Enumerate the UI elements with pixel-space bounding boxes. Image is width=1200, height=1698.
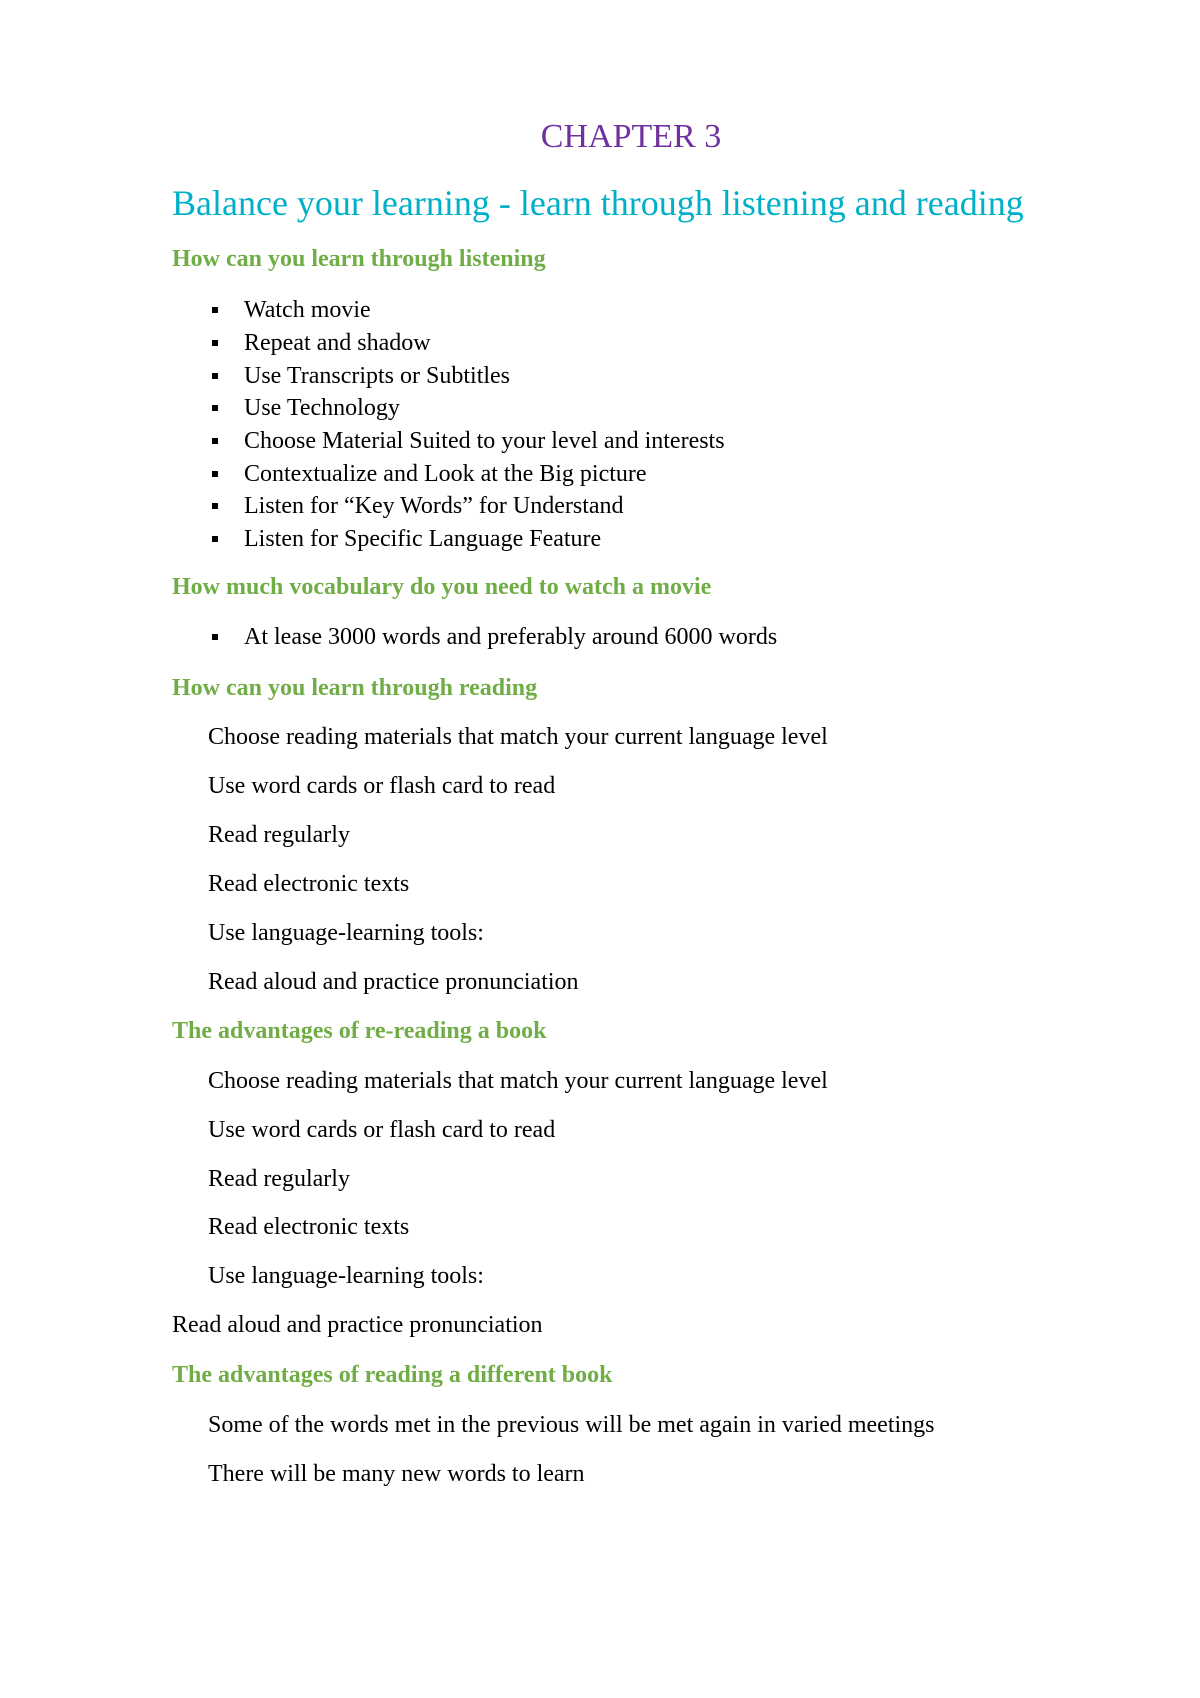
- list-item: Watch movie: [244, 297, 371, 323]
- section-heading-rereading: The advantages of re-reading a book: [172, 1018, 547, 1044]
- list-item: Read aloud and practice pronunciation: [208, 969, 579, 995]
- section-heading-listening: How can you learn through listening: [172, 246, 546, 272]
- section-heading-reading: How can you learn through reading: [172, 675, 538, 701]
- list-item: Repeat and shadow: [244, 330, 431, 356]
- list-item: Listen for “Key Words” for Understand: [244, 493, 624, 519]
- list-item: Read regularly: [208, 822, 350, 848]
- page-title: Balance your learning - learn through listening and reading: [172, 183, 1024, 223]
- list-item: Use Technology: [244, 395, 400, 421]
- section-heading-different-book: The advantages of reading a different book: [172, 1362, 613, 1388]
- list-item: Use Transcripts or Subtitles: [244, 363, 511, 389]
- list-item: Listen for Specific Language Feature: [244, 526, 602, 552]
- list-item: At lease 3000 words and preferably around 6000 words: [244, 624, 778, 650]
- list-item: Choose reading materials that match your current language level: [208, 1068, 828, 1094]
- list-item: Choose Material Suited to your level and interests: [244, 428, 725, 454]
- list-item: Read electronic texts: [208, 1214, 410, 1240]
- list-item: Use word cards or flash card to read: [208, 1117, 556, 1143]
- list-item: Read aloud and practice pronunciation: [172, 1312, 543, 1338]
- chapter-label: CHAPTER 3: [540, 118, 722, 155]
- list-item: Choose reading materials that match your current language level: [208, 724, 828, 750]
- list-item: Use language-learning tools:: [208, 920, 484, 946]
- list-item: Read electronic texts: [208, 871, 410, 897]
- list-item: Some of the words met in the previous will be met again in varied meetings: [208, 1412, 935, 1438]
- list-item: Use language-learning tools:: [208, 1263, 484, 1289]
- list-item: Read regularly: [208, 1166, 350, 1192]
- list-item: There will be many new words to learn: [208, 1461, 585, 1487]
- section-heading-vocabulary: How much vocabulary do you need to watch a movie: [172, 574, 712, 600]
- list-item: Contextualize and Look at the Big picture: [244, 461, 647, 487]
- list-item: Use word cards or flash card to read: [208, 773, 556, 799]
